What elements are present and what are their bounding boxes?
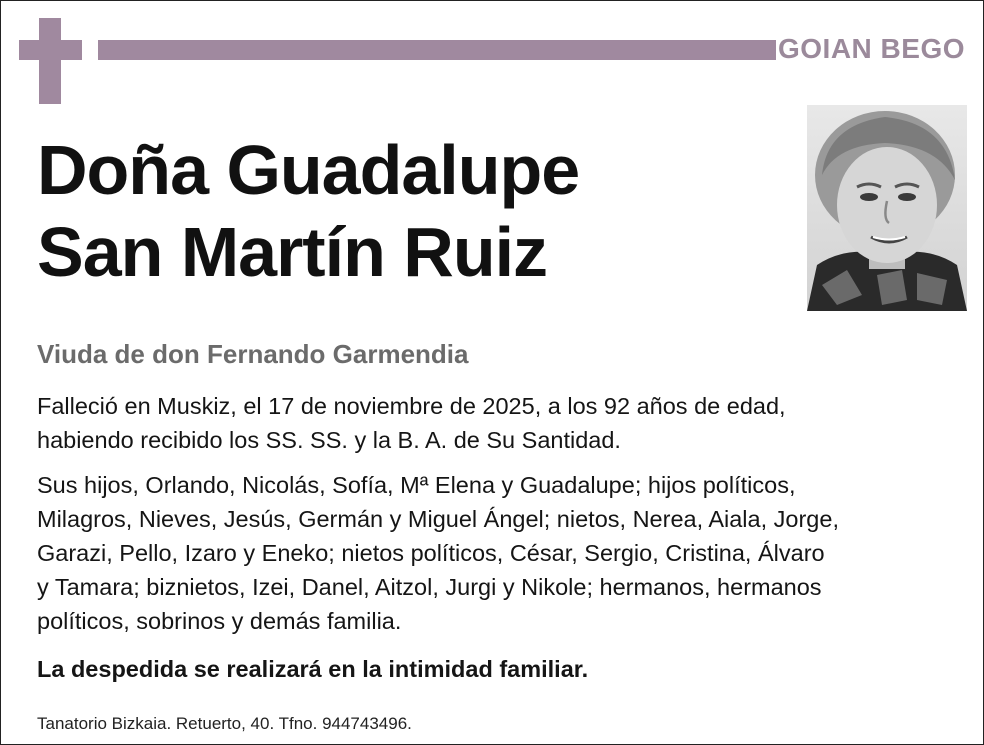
text-line: políticos, sobrinos y demás familia. bbox=[37, 608, 402, 634]
text-line: Falleció en Muskiz, el 17 de noviembre de 2025, a los 92 años de edad, bbox=[37, 393, 786, 419]
text-line: Garazi, Pello, Izaro y Eneko; nietos políticos, César, Sergio, Cristina, Álvaro bbox=[37, 540, 825, 566]
brand-title: GOIAN BEGO bbox=[777, 33, 965, 64]
portrait-photo bbox=[807, 105, 967, 311]
death-announcement bbox=[37, 389, 937, 457]
text-line: Milagros, Nieves, Jesús, Germán y Miguel Ángel; nietos, Nerea, Aiala, Jorge, bbox=[37, 506, 839, 532]
funeral-home-info: Tanatorio Bizkaia. Retuerto, 40. Tfno. 944743496. bbox=[37, 714, 412, 733]
family-list bbox=[37, 468, 937, 638]
widow-subtitle: Viuda de don Fernando Garmendia bbox=[37, 339, 469, 369]
header-rule bbox=[98, 40, 776, 60]
deceased-name bbox=[37, 129, 757, 293]
text-line: y Tamara; biznietos, Izei, Danel, Aitzol, Jurgi y Nikole; hermanos, hermanos bbox=[37, 574, 822, 600]
cross-icon-bar bbox=[19, 40, 82, 60]
cross-icon bbox=[39, 18, 61, 104]
name-line-2: San Martín Ruiz bbox=[37, 213, 548, 291]
portrait-illustration bbox=[807, 105, 967, 311]
text-line: Sus hijos, Orlando, Nicolás, Sofía, Mª Elena y Guadalupe; hijos políticos, bbox=[37, 472, 796, 498]
text-line: habiendo recibido los SS. SS. y la B. A. de Su Santidad. bbox=[37, 427, 621, 453]
name-line-1: Doña Guadalupe bbox=[37, 131, 580, 209]
farewell-note: La despedida se realizará en la intimidad familiar. bbox=[37, 656, 589, 682]
